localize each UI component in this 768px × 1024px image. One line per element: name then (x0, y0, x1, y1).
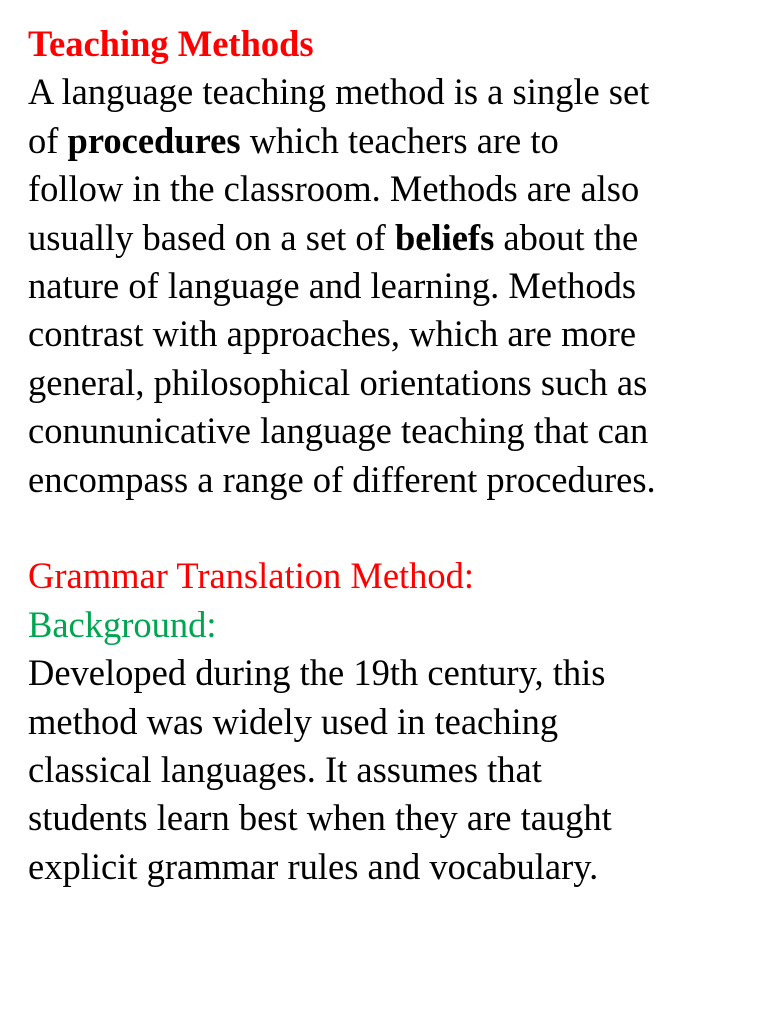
intro-line-3-text: follow in the classroom. Methods are also (28, 168, 640, 210)
intro-line-4 (28, 214, 758, 262)
intro-line-7 (28, 359, 758, 407)
section-title: Grammar Translation Method: (28, 555, 475, 597)
term-procedures: procedures (67, 119, 241, 161)
background-line-3: classical languages. It assumes that (28, 749, 542, 791)
background-line-1: Developed during the 19th century, this (28, 652, 606, 694)
intro-line-5 (28, 262, 758, 310)
intro-line-4-text-b: about the (494, 216, 639, 258)
page-title: Teaching Methods (28, 23, 314, 64)
intro-line-3 (28, 165, 758, 213)
intro-line-2 (28, 117, 758, 165)
paragraph-gap (28, 504, 758, 552)
intro-line-9 (28, 456, 758, 504)
background-line-5: explicit grammar rules and vocabulary. (28, 845, 599, 887)
term-beliefs: beliefs (394, 216, 495, 258)
background-line-4: students learn best when they are taught (28, 797, 612, 839)
subsection-title: Background: (28, 603, 217, 645)
intro-line-6-text: contrast with approaches, which are more (28, 313, 637, 355)
document-page (28, 20, 758, 891)
intro-line-8 (28, 407, 758, 455)
intro-line-4-text-a: usually based on a set of (28, 216, 395, 258)
intro-line-2-text-a: of (28, 119, 68, 161)
intro-line-7-text: general, philosophical orientations such as (28, 361, 648, 403)
intro-line-8-text: conununicative language teaching that can (28, 410, 649, 452)
background-line-2: method was widely used in teaching (28, 700, 559, 742)
intro-line-5-text: nature of language and learning. Methods (28, 265, 637, 307)
intro-line-9-text: encompass a range of different procedures. (28, 458, 656, 500)
intro-line-1-text: A language teaching method is a single set (28, 71, 650, 113)
intro-line-2-text-b: which teachers are to (240, 119, 559, 161)
intro-line-1 (28, 68, 758, 116)
intro-line-6 (28, 310, 758, 358)
